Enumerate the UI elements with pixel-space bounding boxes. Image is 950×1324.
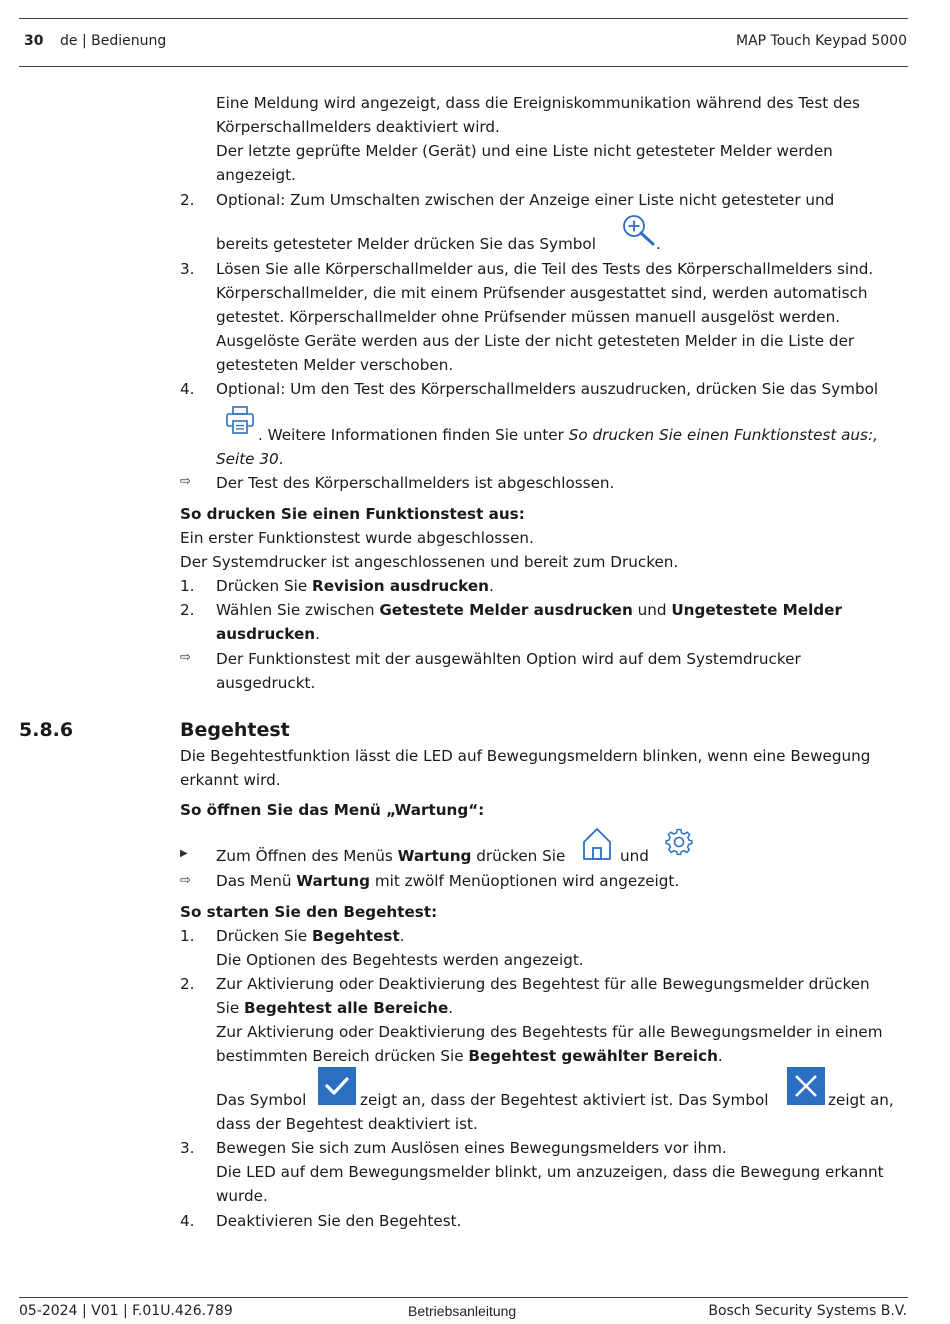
step-number: 3. [180,260,195,278]
step-text: . Weitere Informationen finden Sie unter So drucken Sie einen Funktionstest aus:, [258,426,878,444]
step-text: Das Symbol [216,1091,307,1109]
paragraph-line: Der Systemdrucker ist angeschlossenen und bereit zum Drucken. [180,553,679,571]
step-text: Zur Aktivierung oder Deaktivierung des Begehtests für alle Bewegungsmelder in einem [216,1023,883,1041]
step-text: Drücken Sie Begehtest. [216,927,405,945]
step-text: Die Optionen des Begehtests werden angezeigt. [216,951,584,969]
procedure-heading: So drucken Sie einen Funktionstest aus: [180,505,525,523]
header-top-rule [19,18,908,19]
step-text-end: . [656,235,661,253]
footer-doc-id: 05-2024 | V01 | F.01U.426.789 [19,1303,233,1319]
result-text: Der Funktionstest mit der ausgewählten Option wird auf dem Systemdrucker [216,650,801,668]
footer-doc-type: Betriebsanleitung [408,1303,517,1319]
step-text: dass der Begehtest deaktiviert ist. [216,1115,478,1133]
paragraph-line: Körperschallmelders deaktiviert wird. [216,118,500,136]
step-text: und [620,847,649,865]
step-text: bereits getesteter Melder drücken Sie das Symbol [216,235,596,253]
step-number: 3. [180,1139,195,1157]
step-text: Lösen Sie alle Körperschallmelder aus, die Teil des Tests des Körperschallmelders sind. [216,260,874,278]
step-text: Bewegen Sie sich zum Auslösen eines Bewegungsmelders vor ihm. [216,1139,727,1157]
printer-icon [224,404,256,436]
bullet-triangle-icon: ▶ [180,848,188,859]
procedure-heading: So starten Sie den Begehtest: [180,903,438,921]
step-text: Ausgelöste Geräte werden aus der Liste der nicht getesteten Melder in die Liste der [216,332,855,350]
step-number: 2. [180,975,195,993]
header-product: MAP Touch Keypad 5000 [736,33,907,49]
step-number: 2. [180,601,195,619]
step-number: 4. [180,1212,195,1230]
step-number: 1. [180,927,195,945]
step-text: ausdrucken. [216,625,320,643]
result-text: ausgedruckt. [216,674,316,692]
zoom-in-icon [619,211,659,249]
step-number: 1. [180,577,195,595]
paragraph-line: Der letzte geprüfte Melder (Gerät) und eine Liste nicht getesteter Melder werden [216,142,833,160]
step-text: Zum Öffnen des Menüs Wartung drücken Sie [216,847,566,865]
paragraph-line: Eine Meldung wird angezeigt, dass die Ereigniskommunikation während des Test des [216,94,860,112]
result-arrow-icon: ⇨ [180,474,191,489]
procedure-heading: So öffnen Sie das Menü „Wartung“: [180,801,485,819]
section-title: Begehtest [180,719,290,741]
step-text: Sie Begehtest alle Bereiche. [216,999,454,1017]
section-number: 5.8.6 [19,719,74,741]
step-text: Optional: Um den Test des Körperschallmelders auszudrucken, drücken Sie das Symbol [216,380,879,398]
step-text: getesteten Melder verschoben. [216,356,454,374]
step-text: zeigt an, [828,1091,894,1109]
step-text: bestimmten Bereich drücken Sie Begehtest gewählter Bereich. [216,1047,723,1065]
paragraph-line: angezeigt. [216,166,296,184]
paragraph-line: erkannt wird. [180,771,281,789]
result-arrow-icon: ⇨ [180,650,191,665]
step-number: 2. [180,191,195,209]
paragraph-line: Die Begehtestfunktion lässt die LED auf Bewegungsmeldern blinken, wenn eine Bewegung [180,747,871,765]
step-text: Seite 30. [216,450,284,468]
header-section: de | Bedienung [60,33,167,49]
step-text: zeigt an, dass der Begehtest aktiviert ist. Das Symbol [360,1091,769,1109]
step-text: Drücken Sie Revision ausdrucken. [216,577,494,595]
step-number: 4. [180,380,195,398]
cross-icon [787,1067,825,1105]
header-page-number: 30 [24,33,44,49]
step-text: Die LED auf dem Bewegungsmelder blinkt, um anzuzeigen, dass die Bewegung erkannt [216,1163,884,1181]
step-text: getestet. Körperschallmelder ohne Prüfsender müssen manuell ausgelöst werden. [216,308,841,326]
home-icon [581,826,613,862]
gear-icon [664,827,694,857]
step-text: Körperschallmelder, die mit einem Prüfsender ausgestattet sind, werden automatisch [216,284,868,302]
step-text: Wählen Sie zwischen Getestete Melder ausdrucken und Ungetestete Melder [216,601,842,619]
footer-rule [19,1297,908,1298]
footer-company: Bosch Security Systems B.V. [708,1303,907,1319]
step-text: Optional: Zum Umschalten zwischen der Anzeige einer Liste nicht getesteter und [216,191,835,209]
paragraph-line: Ein erster Funktionstest wurde abgeschlossen. [180,529,534,547]
cross-reference-page[interactable]: Seite 30 [216,450,279,468]
step-text: Deaktivieren Sie den Begehtest. [216,1212,462,1230]
header-bottom-rule [19,66,908,67]
cross-reference-link[interactable]: So drucken Sie einen Funktionstest aus:, [568,426,878,444]
result-text: Der Test des Körperschallmelders ist abgeschlossen. [216,474,615,492]
result-arrow-icon: ⇨ [180,873,191,888]
checkmark-icon [318,1067,356,1105]
result-text: Das Menü Wartung mit zwölf Menüoptionen wird angezeigt. [216,872,680,890]
step-text: Zur Aktivierung oder Deaktivierung des Begehtest für alle Bewegungsmelder drücken [216,975,870,993]
step-text: wurde. [216,1187,268,1205]
